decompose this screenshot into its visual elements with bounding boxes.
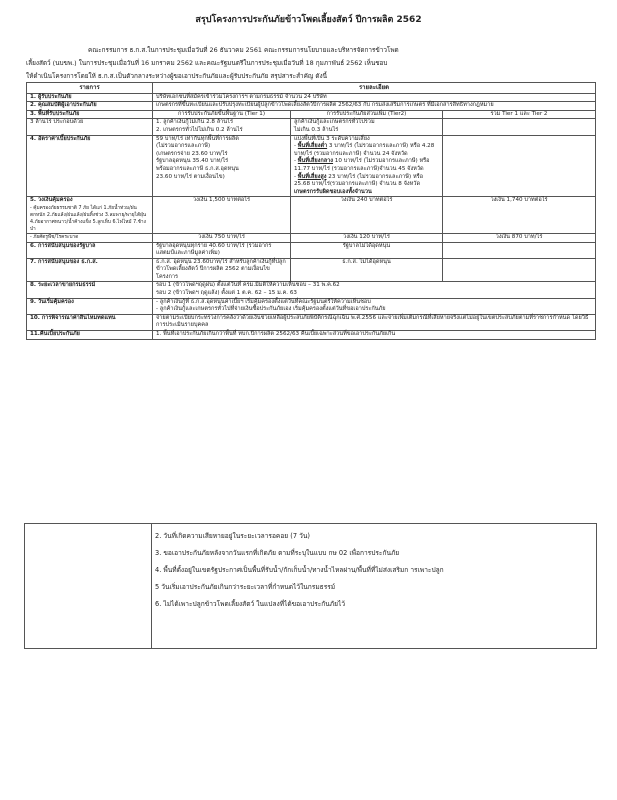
coverage-note: - คุ้มครองภัยธรรมชาติ 7 ภัย ได้แก่ 1.ภัยน้ำท่วม/ฝนตกหนัก 2.ภัยแล้ง/ฝนแล้ง/ฝนทิ้งช่วง 3.ลมพายุ/พายุไต้ฝุ่น 4.ภัยอากาศหนาว/น้ำค้างแข็ง 5.ลูกเห็บ 6.ไฟไหม้ 7.ช้างป่า bbox=[30, 205, 147, 232]
tier1-area bbox=[153, 119, 291, 135]
tier1-line: 2. เกษตรกรทั่วไปไม่เกิน 0.2 ล้านไร่ bbox=[156, 126, 243, 133]
table-row bbox=[27, 233, 596, 242]
document-title: สรุปโครงการประกันภัยข้าวโพดเลี้ยงสัตว์ ปีการผลิต 2562 bbox=[195, 15, 422, 25]
risk-mid: - พื้นที่เสี่ยงกลาง 10 บาท/ไร่ (ไม่รวมอากรและภาษี) หรือ 11.77 บาท/ไร่ (รวมอากรและภาษี)จำนวน 45 จังหวัด bbox=[294, 158, 430, 172]
row-label: 6. การสนับสนุนของรัฐบาล bbox=[27, 242, 153, 258]
premium-line: 23.60 บาท/ไร่ ตามเงื่อนไข) bbox=[156, 173, 225, 180]
refund-condition: 3. ขอเอาประกันภัยหลังจากวันแรกที่เกิดภัย ตามที่ระบุในแบบ กษ 02 เพื่อการประกันภัย bbox=[155, 549, 400, 557]
detail-line: - ลูกค้าเงินกู้ที่ ธ.ก.ส.อุดหนุนค่าเบี้ยฯ เริ่มคุ้มครองตั้งแต่วันที่คณะรัฐมนตรีให้ความเห็นชอบ bbox=[156, 298, 371, 305]
pest-tier1: วงเงิน 750 บาท/ไร่ bbox=[153, 233, 291, 242]
table-row bbox=[27, 282, 596, 298]
row-detail: 1. พื้นที่เอาประกันภัยเกินกว่าพื้นที่ ทบก.ปีการผลิต 2562/63 คืนเบี้ยเฉพาะส่วนที่ขอเอาประกันภัยเกิน bbox=[153, 331, 596, 340]
table-row bbox=[27, 331, 596, 340]
total-area bbox=[443, 119, 596, 135]
row-label: 2. คุณสมบัติผู้เอาประกันภัย bbox=[27, 102, 153, 111]
baac-support-tier2: ธ.ก.ส. ไม่ได้อุดหนุน bbox=[291, 258, 443, 282]
row-detail: บริษัทเอกชนที่สมัครเข้าร่วมโครงการฯ ตามกรมธรรม์ จำนวน 24 บริษัท bbox=[153, 93, 596, 102]
premium-footer: เกษตรกรรับผิดชอบเองทั้งจำนวน bbox=[294, 188, 372, 195]
table-row bbox=[27, 119, 596, 135]
tier1-line: 1. ลูกค้าเงินกู้ไม่เกิน 2.8 ล้านไร่ bbox=[156, 119, 233, 126]
risk-low-label: พื้นที่เสี่ยงต่ำ bbox=[297, 143, 328, 150]
table-row bbox=[27, 242, 596, 258]
refund-condition: 5 วันเริ่มเอาประกันภัยเกินกว่าระยะเวลาที่กำหนดไว้ในกรมธรรม์ bbox=[155, 583, 336, 591]
intro-line-3: ให้ดำเนินโครงการโดยให้ ธ.ก.ส.เป็นตัวกลางระหว่างผู้ขอเอาประกันภัยและผู้รับประกันภัย สรุปสาระสำคัญ ดังนี้ bbox=[26, 72, 327, 80]
tier2-line: ลูกค้าเงินกู้และเกษตรกรทั่วไปรวม bbox=[294, 119, 375, 126]
tier2-premium bbox=[291, 135, 443, 197]
premium-line: พร้อมอากรและภาษี ธ.ก.ส.อุดหนุน bbox=[156, 165, 239, 172]
premium-intro: แบ่งพื้นที่เป็น 3 ระดับความเสี่ยง bbox=[294, 135, 370, 142]
row-label: 1. ผู้รับประกันภัย bbox=[27, 93, 153, 102]
tier2-area bbox=[291, 119, 443, 135]
table-row bbox=[27, 197, 596, 234]
table-row bbox=[27, 258, 596, 282]
intro-paragraph bbox=[26, 44, 596, 83]
table-row bbox=[27, 93, 596, 102]
table-row bbox=[27, 110, 596, 119]
table-row bbox=[27, 314, 596, 330]
row-sublabel: 3 ล้านไร่ ประกอบด้วย bbox=[27, 119, 153, 135]
row-label: 9. วันเริ่มคุ้มครอง bbox=[27, 298, 153, 314]
premium-line: (เกษตรกรจ่าย 23.60 บาท/ไร่ bbox=[156, 150, 228, 157]
risk-low-text: 3 บาท/ไร่ (ไม่รวมอากรและภาษี) หรือ 4.28 บาท/ไร่ (รวมอากรและภาษี) จำนวน 24 จังหวัด bbox=[294, 143, 435, 157]
total-header: รวม Tier 1 และ Tier 2 bbox=[443, 110, 596, 119]
pest-tier2: วงเงิน 120 บาท/ไร่ bbox=[291, 233, 443, 242]
detail-line: รอบ 1 (ข้าวโพดฯฤดูฝน) ตั้งแต่วันที่ ครม.มีมติให้ความเห็นชอบ – 31 พ.ค.62 bbox=[156, 282, 340, 289]
row-label: 3. พื้นที่รับประกันภัย bbox=[27, 110, 153, 119]
risk-mid-text: 10 บาท/ไร่ (ไม่รวมอากรและภาษี) หรือ 11.77 บาท/ไร่ (รวมอากรและภาษี)จำนวน 45 จังหวัด bbox=[294, 158, 430, 172]
risk-mid-label: พื้นที่เสี่ยงกลาง bbox=[297, 158, 334, 165]
coverage-total: วงเงิน 1,740 บาทต่อไร่ bbox=[443, 197, 596, 234]
table-row bbox=[27, 102, 596, 111]
gov-support-tier2: รัฐบาลไม่ได้อุดหนุน bbox=[291, 242, 443, 258]
refund-condition: 4. พื้นที่ตั้งอยู่ในเขตรัฐประกาศเป็นพื้นที่รับน้ำ/กักเก็บน้ำ/ทางน้ำไหลผ่าน/พื้นที่ที่ไม่ส่งเสริมก ารเพาะปลูก bbox=[155, 566, 444, 574]
summary-table bbox=[26, 82, 596, 340]
row-label: 7. การสนับสนุนของ ธ.ก.ส. bbox=[27, 258, 153, 282]
risk-high-text: 23 บาท/ไร่ (ไม่รวมอากรและภาษี) หรือ 25.68 บาท/ไร่(รวมอากรและภาษี) จำนวน 8 จังหวัด bbox=[294, 173, 423, 188]
premium-line: รัฐบาลอุดหนุน 35.40 บาท/ไร่ bbox=[156, 158, 229, 165]
row-detail bbox=[153, 282, 596, 298]
row-label: 10. การพิจารณาค่าสินไหมทดแทน bbox=[27, 314, 153, 330]
header-detail: รายละเอียด bbox=[153, 83, 596, 94]
row-label: 8. ระยะเวลาขายกรมธรรม์ bbox=[27, 282, 153, 298]
intro-line-2: เลี้ยงสัตว์ (นบขพ.) ในการประชุมเมื่อวันที่ 16 มกราคม 2562 และคณะรัฐมนตรีในการประชุมเมื่อวันที่ 18 กุมภาพันธ์ 2562 เห็นชอบ bbox=[26, 59, 388, 67]
baac-support-total bbox=[443, 258, 596, 282]
pest-total: วงเงิน 870 บาท/ไร่ bbox=[443, 233, 596, 242]
row-label: 11.คืนเบี้ยประกันภัย bbox=[27, 331, 153, 340]
refund-condition: 6. ไม่ได้เพาะปลูกข้าวโพดเลี้ยงสัตว์ ในแปลงที่ได้ขอเอาประกันภัยไว้ bbox=[155, 600, 346, 608]
table-header-row bbox=[27, 83, 596, 94]
premium-line: (ไม่รวมอากรและภาษี) bbox=[156, 143, 211, 150]
risk-low: - พื้นที่เสี่ยงต่ำ 3 บาท/ไร่ (ไม่รวมอากรและภาษี) หรือ 4.28 บาท/ไร่ (รวมอากรและภาษี) จำนวน 24 จังหวัด bbox=[294, 143, 435, 157]
total-premium bbox=[443, 135, 596, 197]
detail-line: - ลูกค้าเงินกู้และเกษตรกรทั่วไปที่จ่ายเงินซื้อประกันภัยเอง เริ่มคุ้มครองตั้งแต่วันที่ขอเอาประกันภัย bbox=[156, 306, 386, 313]
tier1-premium bbox=[153, 135, 291, 197]
gov-support-tier1: รัฐบาลอุดหนุนทุกราย 40.60 บาท/ไร่ (รวมอากรแสตมป์และภาษีมูลค่าเพิ่ม) bbox=[153, 242, 291, 258]
refund-condition: 2. วันที่เกิดความเสียหายอยู่ในระยะเวลารอคอย (7 วัน) bbox=[155, 532, 310, 540]
table-row bbox=[27, 135, 596, 197]
coverage-tier2: วงเงิน 240 บาทต่อไร่ bbox=[291, 197, 443, 234]
row-detail: เกษตรกรที่ขึ้นทะเบียนและปรับปรุงทะเบียนผู้ปลูกข้าวโพดเลี้ยงสัตว์ปีการผลิต 2562/63 กับ กรมส่งเสริมการเกษตร ที่มีเอกสารสิทธิทางกฎหมาย bbox=[153, 102, 596, 111]
pest-label: - ภัยศัตรูพืช/โรคระบาด bbox=[27, 233, 153, 242]
row-detail bbox=[153, 298, 596, 314]
refund-continuation-box bbox=[24, 523, 597, 649]
row-detail: จ่ายตามระเบียบกระทรวงการคลังว่าด้วยเงินช่วยเหลือผู้ประสบภัยพิบัติกรณีฉุกเฉิน พ.ศ.2556 และจ่ายเพิ่มเติมกรณีที่เสียหายจริงแต่ไม่อยู่ในเขตประสบภัยตามที่ราชการกำหนด โดยวิธีการประเมินรายบุคคล bbox=[153, 314, 596, 330]
row-label: 5. วงเงินคุ้มครอง bbox=[30, 197, 73, 204]
header-item: รายการ bbox=[27, 83, 153, 94]
intro-line-1: คณะกรรมการ ธ.ก.ส.ในการประชุมเมื่อวันที่ 26 ธันวาคม 2561 คณะกรรมการนโยบายและบริหารจัดการข้าวโพด bbox=[88, 46, 399, 54]
risk-high: - พื้นที่เสี่ยงสูง 23 บาท/ไร่ (ไม่รวมอากรและภาษี) หรือ 25.68 บาท/ไร่(รวมอากรและภาษี) จำนวน 8 จังหวัด bbox=[294, 173, 423, 188]
tier1-header: การรับประกันภัยขั้นพื้นฐาน (Tier 1) bbox=[153, 110, 291, 119]
tier2-line: ไม่เกิน 0.3 ล้านไร่ bbox=[294, 126, 339, 133]
tier2-header: การรับประกันภัยส่วนเพิ่ม (Tier2) bbox=[291, 110, 443, 119]
risk-high-label: พื้นที่เสี่ยงสูง bbox=[297, 173, 327, 180]
column-divider bbox=[151, 524, 152, 648]
coverage-label-cell bbox=[27, 197, 153, 234]
refund-conditions bbox=[155, 528, 592, 613]
baac-support-tier1: ธ.ก.ส. อุดหนุน 23.60บาท/ไร่ สำหรับลูกค้าเงินกู้ที่ปลูกข้าวโพดเลี้ยงสัตว์ ปีการผลิต 2562 ตามเงื่อนไขโครงการ bbox=[153, 258, 291, 282]
coverage-tier1: วงเงิน 1,500 บาทต่อไร่ bbox=[153, 197, 291, 234]
table-row bbox=[27, 298, 596, 314]
detail-line: รอบ 2 (ข้าวโพดฯ ฤดูแล้ง) ตั้งแต่ 1 ต.ค. 62 – 15 ม.ค. 63 bbox=[156, 290, 297, 297]
row-label: 4. อัตราค่าเบี้ยประกันภัย bbox=[27, 135, 153, 197]
premium-line: 59 บาท/ไร่ เท่ากันทุกพื้นที่การผลิต bbox=[156, 135, 239, 142]
gov-support-total bbox=[443, 242, 596, 258]
